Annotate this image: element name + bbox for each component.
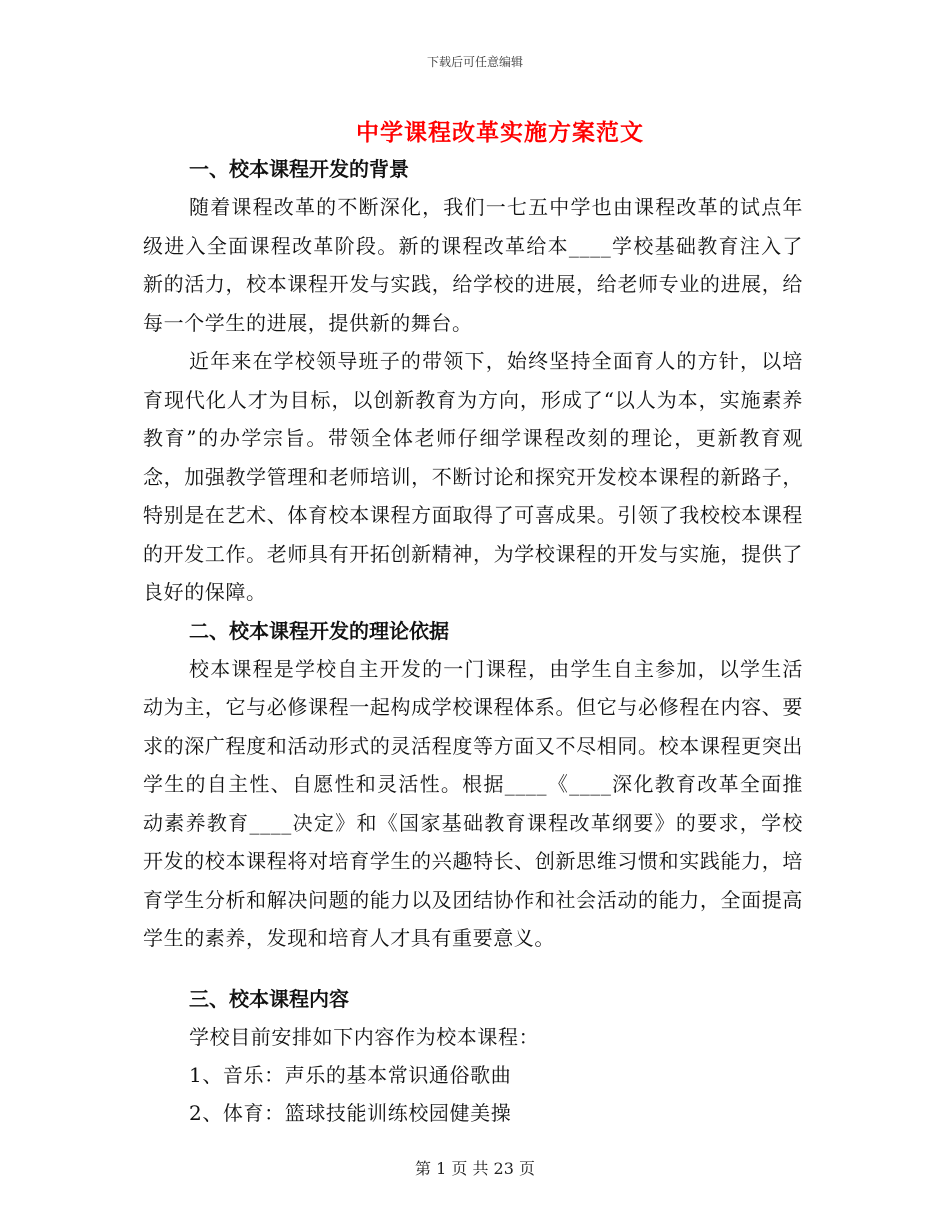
header-note: 下载后可任意编辑 <box>426 55 523 69</box>
document-body <box>143 150 803 1132</box>
paragraph-intro: 学校目前安排如下内容作为校本课程： <box>189 1024 540 1049</box>
list-item: 2、体育：篮球技能训练校园健美操 <box>189 1101 512 1125</box>
list-item: 1、音乐：声乐的基本常识通俗歌曲 <box>189 1063 512 1087</box>
page-number: 第 1 页 共 23 页 <box>415 1159 535 1178</box>
paragraph: 近年来在学校领导班子的带领下，始终坚持全面育人的方针，以培育现代化人才为目标，以创新教育为方向，形成了“以人为本，实施素养教育”的办学宗旨。带领全体老师仔细学课程改刻的理论，更新教育观念，加强教学管理和老师培训，不断讨论和探究开发校本课程的新路子，特别是在艺术、体育校本课程方面取得了可喜成果。引领了我校校本课程的开发工作。老师具有开拓创新精神，为学校课程的开发与实施，提供了良好的保障。 <box>143 349 803 604</box>
section-heading-theory: 二、校本课程开发的理论依据 <box>189 618 449 643</box>
document-title: 中学课程改革实施方案范文 <box>356 119 644 146</box>
paragraph: 校本课程是学校自主开发的一门课程，由学生自主参加，以学生活动为主，它与必修课程一起构成学校课程体系。但它与必修程在内容、要求的深广程度和活动形式的灵活程度等方面又不尽相同。校本课程更突出学生的自主性、自愿性和灵活性。根据____《____深化教育改革全面推动素养教育____决定》和《国家基础教育课程改革纲要》的要求，学校开发的校本课程将对培育学生的兴趣特长、创新思维习惯和实践能力，培育学生分析和解决问题的能力以及团结协作和社会活动的能力，全面提高学生的素养，发现和培育人才具有重要意义。 <box>143 656 803 950</box>
paragraph: 随着课程改革的不断深化，我们一七五中学也由课程改革的试点年级进入全面课程改革阶段。新的课程改革给本____学校基础教育注入了新的活力，校本课程开发与实践，给学校的进展，给老师专业的进展，给每一个学生的进展，提供新的舞台。 <box>143 195 803 335</box>
section-heading-content: 三、校本课程内容 <box>189 986 349 1011</box>
section-heading-background: 一、校本课程开发的背景 <box>189 157 409 181</box>
